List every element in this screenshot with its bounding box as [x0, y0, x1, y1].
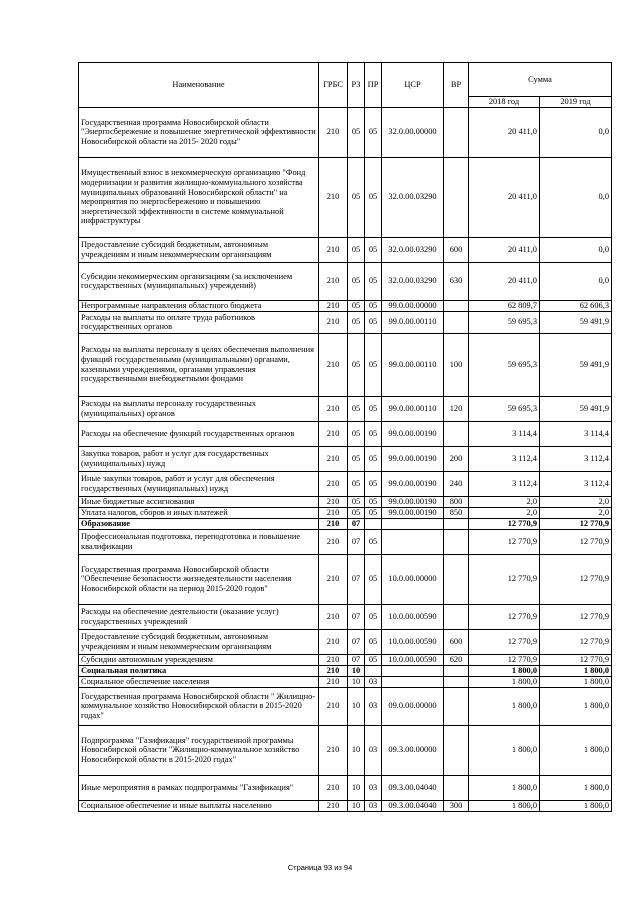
cell-rz: 10 — [348, 800, 365, 811]
cell-name: Государственная программа Новосибирской области "Энергосбережение и повышение энергетической эффективности Новосибирской области на 2015- 2020 годы" — [79, 107, 319, 157]
cell-rz: 05 — [348, 396, 365, 421]
cell-s1: 1 800,0 — [469, 676, 540, 687]
table-row — [79, 496, 612, 507]
cell-csr: 99.0.00.00110 — [382, 333, 444, 396]
table-row — [79, 471, 612, 496]
page-footer: Страница 93 из 94 — [287, 863, 353, 872]
cell-name: Государственная программа Новосибирской области " Жилищно-коммунальное хозяйство Новосибирской области в 2015-2020 годах" — [79, 687, 319, 725]
cell-s1: 2,0 — [469, 507, 540, 518]
cell-vr — [444, 775, 469, 800]
cell-pr: 05 — [365, 529, 382, 554]
header-pr: ПР — [365, 63, 382, 108]
cell-vr: 620 — [444, 654, 469, 665]
cell-s1: 1 800,0 — [469, 775, 540, 800]
cell-csr: 99.0.00.00110 — [382, 311, 444, 333]
cell-name: Подпрограмма "Газификация" государственной программы Новосибирской области "Жилищно-коммунальное хозяйство Новосибирской области в 2015-2020 годах" — [79, 725, 319, 775]
cell-grbs: 210 — [319, 396, 348, 421]
cell-name: Образование — [79, 518, 319, 529]
cell-rz: 05 — [348, 507, 365, 518]
cell-vr — [444, 725, 469, 775]
cell-csr: 99.0.00.00110 — [382, 396, 444, 421]
cell-name: Профессиональная подготовка, переподготовка и повышение квалификации — [79, 529, 319, 554]
cell-vr — [444, 107, 469, 157]
cell-s1: 62 809,7 — [469, 300, 540, 311]
cell-grbs: 210 — [319, 311, 348, 333]
header-sum: Сумма — [469, 63, 612, 97]
cell-s2: 2,0 — [540, 507, 612, 518]
cell-name: Субсидии автономным учреждениям — [79, 654, 319, 665]
cell-vr — [444, 529, 469, 554]
cell-grbs: 210 — [319, 687, 348, 725]
cell-csr: 32.0.00.03290 — [382, 157, 444, 237]
table-row — [79, 507, 612, 518]
table-row — [79, 800, 612, 811]
cell-name: Субсидии некоммерческим организациям (за исключением государственных (муниципальных) учреждений) — [79, 262, 319, 300]
cell-grbs: 210 — [319, 471, 348, 496]
cell-vr: 600 — [444, 629, 469, 654]
cell-rz: 05 — [348, 237, 365, 262]
cell-s2: 0,0 — [540, 237, 612, 262]
cell-s1: 59 695,3 — [469, 396, 540, 421]
cell-name: Расходы на выплаты персоналу государственных (муниципальных) органов — [79, 396, 319, 421]
cell-rz: 07 — [348, 529, 365, 554]
cell-name: Закупка товаров, работ и услуг для государственных (муниципальных) нужд — [79, 446, 319, 471]
cell-name: Иные закупки товаров, работ и услуг для обеспечения государственных (муниципальных) нужд — [79, 471, 319, 496]
cell-pr: 05 — [365, 507, 382, 518]
table-row — [79, 333, 612, 396]
cell-csr: 32.0.00.03290 — [382, 262, 444, 300]
cell-s2: 1 800,0 — [540, 687, 612, 725]
cell-rz: 05 — [348, 311, 365, 333]
cell-rz: 05 — [348, 300, 365, 311]
cell-rz: 07 — [348, 654, 365, 665]
cell-s2: 59 491,9 — [540, 333, 612, 396]
cell-s2: 0,0 — [540, 157, 612, 237]
cell-name: Социальное обеспечение населения — [79, 676, 319, 687]
cell-pr: 05 — [365, 604, 382, 629]
cell-grbs: 210 — [319, 518, 348, 529]
cell-s2: 1 800,0 — [540, 665, 612, 676]
header-rz: РЗ — [348, 63, 365, 108]
cell-s2: 62 606,3 — [540, 300, 612, 311]
cell-rz: 05 — [348, 333, 365, 396]
cell-name: Иные бюджетные ассигнования — [79, 496, 319, 507]
cell-grbs: 210 — [319, 333, 348, 396]
cell-s1: 3 112,4 — [469, 471, 540, 496]
cell-rz: 05 — [348, 157, 365, 237]
cell-s2: 59 491,9 — [540, 311, 612, 333]
header-year-2018: 2018 год — [469, 97, 540, 108]
cell-csr — [382, 529, 444, 554]
cell-csr — [382, 676, 444, 687]
cell-s1: 20 411,0 — [469, 157, 540, 237]
cell-vr — [444, 300, 469, 311]
cell-s2: 12 770,9 — [540, 604, 612, 629]
cell-grbs: 210 — [319, 725, 348, 775]
cell-s1: 1 800,0 — [469, 665, 540, 676]
cell-rz: 10 — [348, 725, 365, 775]
cell-pr: 03 — [365, 800, 382, 811]
cell-grbs: 210 — [319, 676, 348, 687]
cell-s2: 12 770,9 — [540, 529, 612, 554]
cell-pr: 05 — [365, 446, 382, 471]
cell-s1: 3 114,4 — [469, 421, 540, 446]
cell-csr: 10.0.00.00590 — [382, 629, 444, 654]
table-row — [79, 687, 612, 725]
cell-grbs: 210 — [319, 654, 348, 665]
cell-s2: 2,0 — [540, 496, 612, 507]
cell-s2: 0,0 — [540, 107, 612, 157]
cell-grbs: 210 — [319, 629, 348, 654]
cell-vr — [444, 604, 469, 629]
cell-s2: 12 770,9 — [540, 629, 612, 654]
cell-pr: 03 — [365, 676, 382, 687]
cell-vr: 300 — [444, 800, 469, 811]
cell-csr: 99.0.00.00190 — [382, 421, 444, 446]
cell-name: Имущественный взнос в некоммерческую организацию "Фонд модернизации и развития жилищно-коммунального хозяйства муниципальных образований Новосибирской области" на мероприятия по энергосбережению и повышению энергетической эффективности в системе коммунальной инфраструктуры — [79, 157, 319, 237]
cell-s2: 12 770,9 — [540, 554, 612, 604]
cell-s1: 59 695,3 — [469, 311, 540, 333]
cell-pr: 05 — [365, 396, 382, 421]
table-row — [79, 262, 612, 300]
header-row-top — [79, 63, 612, 97]
cell-s1: 59 695,3 — [469, 333, 540, 396]
cell-s2: 3 112,4 — [540, 446, 612, 471]
table-row — [79, 554, 612, 604]
cell-s1: 20 411,0 — [469, 237, 540, 262]
cell-s2: 3 112,4 — [540, 471, 612, 496]
cell-vr — [444, 421, 469, 446]
cell-s1: 12 770,9 — [469, 629, 540, 654]
cell-vr — [444, 676, 469, 687]
table-row — [79, 300, 612, 311]
cell-s2: 59 491,9 — [540, 396, 612, 421]
cell-s1: 1 800,0 — [469, 687, 540, 725]
cell-name: Расходы на выплаты по оплате труда работников государственных органов — [79, 311, 319, 333]
cell-vr: 630 — [444, 262, 469, 300]
cell-grbs: 210 — [319, 496, 348, 507]
cell-vr: 800 — [444, 496, 469, 507]
cell-s1: 12 770,9 — [469, 604, 540, 629]
cell-pr: 05 — [365, 333, 382, 396]
cell-vr: 240 — [444, 471, 469, 496]
cell-pr: 05 — [365, 496, 382, 507]
cell-pr: 05 — [365, 311, 382, 333]
header-year-2019: 2019 год — [540, 97, 612, 108]
cell-rz: 05 — [348, 421, 365, 446]
cell-rz: 10 — [348, 687, 365, 725]
cell-name: Государственная программа Новосибирской области "Обеспечение безопасности жизнедеятельности населения Новосибирской области на период 2015-2020 годов" — [79, 554, 319, 604]
cell-grbs: 210 — [319, 237, 348, 262]
table-row — [79, 107, 612, 157]
cell-pr: 05 — [365, 629, 382, 654]
budget-table — [78, 62, 612, 812]
cell-pr — [365, 518, 382, 529]
cell-pr: 05 — [365, 237, 382, 262]
cell-grbs: 210 — [319, 421, 348, 446]
cell-pr: 05 — [365, 654, 382, 665]
cell-s2: 0,0 — [540, 262, 612, 300]
table-row — [79, 654, 612, 665]
header-csr: ЦСР — [382, 63, 444, 108]
cell-pr: 05 — [365, 554, 382, 604]
cell-pr: 03 — [365, 775, 382, 800]
cell-s1: 2,0 — [469, 496, 540, 507]
cell-rz: 10 — [348, 676, 365, 687]
cell-csr: 99.0.00.00190 — [382, 471, 444, 496]
table-row — [79, 421, 612, 446]
table-row — [79, 604, 612, 629]
table-row — [79, 446, 612, 471]
cell-grbs: 210 — [319, 107, 348, 157]
cell-grbs: 210 — [319, 446, 348, 471]
table-row — [79, 396, 612, 421]
cell-grbs: 210 — [319, 554, 348, 604]
cell-name: Предоставление субсидий бюджетным, автономным учреждениям и иным некоммерческим организациям — [79, 629, 319, 654]
cell-name: Иные мероприятия в рамках подпрограммы "Газификация" — [79, 775, 319, 800]
cell-s1: 12 770,9 — [469, 654, 540, 665]
cell-grbs: 210 — [319, 262, 348, 300]
cell-vr — [444, 687, 469, 725]
cell-name: Уплата налогов, сборов и иных платежей — [79, 507, 319, 518]
cell-s1: 20 411,0 — [469, 262, 540, 300]
cell-rz: 05 — [348, 471, 365, 496]
cell-pr: 05 — [365, 107, 382, 157]
cell-csr: 09.0.00.00000 — [382, 687, 444, 725]
cell-vr — [444, 518, 469, 529]
cell-vr — [444, 157, 469, 237]
cell-name: Непрограммные направления областного бюджета — [79, 300, 319, 311]
cell-name: Предоставление субсидий бюджетным, автономным учреждениям и иным некоммерческим организациям — [79, 237, 319, 262]
cell-grbs: 210 — [319, 300, 348, 311]
cell-pr: 05 — [365, 262, 382, 300]
cell-grbs: 210 — [319, 775, 348, 800]
cell-csr: 32.0.00.00000 — [382, 107, 444, 157]
cell-name: Расходы на обеспечение деятельности (оказание услуг) государственных учреждений — [79, 604, 319, 629]
table-row — [79, 529, 612, 554]
header-grbs: ГРБС — [319, 63, 348, 108]
cell-s2: 12 770,9 — [540, 518, 612, 529]
cell-name: Расходы на обеспечение функций государственных органов — [79, 421, 319, 446]
table-row — [79, 629, 612, 654]
cell-pr: 05 — [365, 157, 382, 237]
table-row — [79, 665, 612, 676]
cell-rz: 05 — [348, 262, 365, 300]
cell-s1: 12 770,9 — [469, 529, 540, 554]
cell-csr: 99.0.00.00000 — [382, 300, 444, 311]
table-row — [79, 311, 612, 333]
table-row — [79, 237, 612, 262]
cell-rz: 10 — [348, 665, 365, 676]
cell-rz: 05 — [348, 496, 365, 507]
cell-vr — [444, 665, 469, 676]
cell-vr: 200 — [444, 446, 469, 471]
cell-name: Социальное обеспечение и иные выплаты населению — [79, 800, 319, 811]
cell-s1: 1 800,0 — [469, 725, 540, 775]
cell-vr: 600 — [444, 237, 469, 262]
cell-s1: 12 770,9 — [469, 554, 540, 604]
header-vr: ВР — [444, 63, 469, 108]
cell-vr: 850 — [444, 507, 469, 518]
cell-grbs: 210 — [319, 604, 348, 629]
cell-grbs: 210 — [319, 800, 348, 811]
cell-name: Социальная политика — [79, 665, 319, 676]
cell-s1: 1 800,0 — [469, 800, 540, 811]
cell-csr — [382, 665, 444, 676]
cell-s2: 12 770,9 — [540, 654, 612, 665]
cell-grbs: 210 — [319, 665, 348, 676]
cell-rz: 07 — [348, 554, 365, 604]
cell-csr: 32.0.00.03290 — [382, 237, 444, 262]
cell-grbs: 210 — [319, 529, 348, 554]
cell-s1: 3 112,4 — [469, 446, 540, 471]
cell-s2: 1 800,0 — [540, 725, 612, 775]
cell-csr: 10.0.00.00590 — [382, 654, 444, 665]
cell-csr: 99.0.00.00190 — [382, 507, 444, 518]
cell-grbs: 210 — [319, 507, 348, 518]
cell-pr — [365, 665, 382, 676]
cell-rz: 05 — [348, 446, 365, 471]
table-row — [79, 518, 612, 529]
table-row — [79, 157, 612, 237]
cell-csr: 10.0.00.00590 — [382, 604, 444, 629]
cell-pr: 03 — [365, 687, 382, 725]
cell-grbs: 210 — [319, 157, 348, 237]
cell-s2: 1 800,0 — [540, 676, 612, 687]
cell-s1: 20 411,0 — [469, 107, 540, 157]
cell-name: Расходы на выплаты персоналу в целях обеспечения выполнения функций государственными (муниципальными) органами, казенными учреждениями, органами управления государственными внебюджетными фондами — [79, 333, 319, 396]
cell-vr: 120 — [444, 396, 469, 421]
cell-pr: 05 — [365, 471, 382, 496]
cell-rz: 07 — [348, 604, 365, 629]
cell-csr: 09.3.00.04040 — [382, 775, 444, 800]
cell-rz: 07 — [348, 629, 365, 654]
cell-vr — [444, 311, 469, 333]
table-row — [79, 725, 612, 775]
cell-rz: 05 — [348, 107, 365, 157]
cell-csr: 10.0.00.00000 — [382, 554, 444, 604]
cell-csr: 09.3.00.04040 — [382, 800, 444, 811]
cell-csr: 99.0.00.00190 — [382, 496, 444, 507]
cell-vr: 100 — [444, 333, 469, 396]
cell-csr — [382, 518, 444, 529]
cell-pr: 05 — [365, 421, 382, 446]
header-name: Наименование — [79, 63, 319, 108]
cell-s2: 3 114,4 — [540, 421, 612, 446]
cell-pr: 03 — [365, 725, 382, 775]
cell-rz: 10 — [348, 775, 365, 800]
cell-s1: 12 770,9 — [469, 518, 540, 529]
cell-pr: 05 — [365, 300, 382, 311]
cell-csr: 09.3.00.00000 — [382, 725, 444, 775]
cell-csr: 99.0.00.00190 — [382, 446, 444, 471]
table-row — [79, 676, 612, 687]
cell-s2: 1 800,0 — [540, 800, 612, 811]
cell-s2: 1 800,0 — [540, 775, 612, 800]
table-row — [79, 775, 612, 800]
cell-vr — [444, 554, 469, 604]
cell-rz: 07 — [348, 518, 365, 529]
